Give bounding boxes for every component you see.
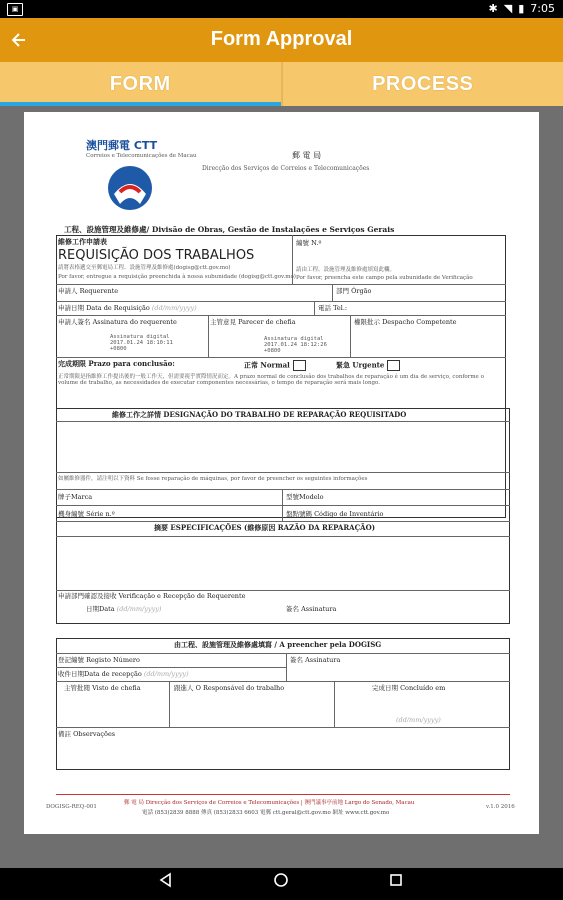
logo-subtitle: Correios e Telecomunicações de Macau bbox=[86, 153, 197, 159]
parecer-label: 主管意見 Parecer de chefia bbox=[210, 318, 296, 326]
modelo-label: 型號Modelo bbox=[286, 493, 324, 501]
form-sub2: Por favor, entregue a requisição preenchida à nossa subunidade (dogisg@ctt.gov.mo) bbox=[58, 274, 296, 280]
bureau-cn: 郵 電 局 bbox=[292, 151, 322, 160]
bureau-pt: Direcção dos Serviços de Correios e Telecomunicações bbox=[202, 165, 370, 172]
footer-line1: 郵 電 局 Direcção dos Serviços de Correios e Telecomunicações | 澳門議事亭前地 Largo do Senado, Macau bbox=[124, 800, 415, 806]
clock-text: 7:05 bbox=[530, 2, 555, 15]
back-nav-icon[interactable] bbox=[158, 872, 174, 894]
requester-label: 申請人 Requerente bbox=[58, 287, 119, 295]
form-title-cn: 維修工作申請表 bbox=[58, 237, 107, 246]
spec-title: 摘要 ESPECIFICAÇÕES (維修原因 RAZÃO DA REPARAÇÃO) bbox=[154, 523, 376, 532]
signature-1: Assinatura digital 2017.01.24 18:10:11 +0800 bbox=[110, 334, 173, 352]
inventario-label: 盤點號碼 Código de Inventário bbox=[286, 510, 384, 518]
status-icons bbox=[489, 2, 555, 15]
equip-note: 如屬維修器件，請注明以下資料 Se fosse reparação de máquinas, por favor de preencher os seguintes informações bbox=[58, 476, 368, 482]
footer-line2: 電話 (853)2839 8888 傳真 (853)2833 6603 電郵 ctt.geral@ctt.gov.mo 網址 www.ctt.gov.mo bbox=[142, 810, 390, 816]
form-title-pt: REQUISIÇÃO DOS TRABALHOS bbox=[58, 248, 255, 263]
page-title: Form Approval bbox=[210, 28, 353, 50]
recents-nav-icon[interactable] bbox=[388, 872, 404, 894]
battery-icon: ▮ bbox=[518, 2, 525, 15]
verif-signature: 簽名 Assinatura bbox=[286, 605, 337, 613]
normal-option[interactable]: 正常 Normal bbox=[244, 360, 306, 371]
wifi-icon: ◥ bbox=[503, 2, 513, 15]
date-req-label: 申請日期 Data de Requisição (dd/mm/yyyy) bbox=[58, 304, 197, 312]
normal-checkbox[interactable] bbox=[293, 360, 306, 371]
section1-title: 維修工作之詳情 DESIGNAÇÃO DO TRABALHO DE REPARAÇÃO REQUISITADO bbox=[112, 410, 407, 419]
registo-label: 登記編號 Registo Número bbox=[58, 656, 140, 664]
urgente-option[interactable]: 緊急 Urgente bbox=[336, 360, 400, 371]
number-note2: Por favor, preencha este campo pela subunidade de Verificação bbox=[296, 275, 473, 281]
number-note1: 請由工程、設施管理及維修處填寫此欄。 bbox=[296, 267, 396, 273]
ctt-logo-icon bbox=[106, 164, 154, 216]
concluido-date-placeholder: (dd/mm/yyyy) bbox=[396, 716, 441, 724]
tab-form[interactable]: FORM bbox=[0, 62, 281, 106]
form-sub1: 請將表格遞交至郵電局工程、設施管理及維修處(dogisg@ctt.gov.mo) bbox=[58, 265, 231, 271]
home-nav-icon[interactable] bbox=[273, 872, 289, 894]
tab-bar bbox=[0, 62, 563, 106]
sign-req-label: 申請人簽名 Assinatura do requerente bbox=[58, 318, 177, 326]
tab-process[interactable]: PROCESS bbox=[372, 73, 474, 95]
urgente-checkbox[interactable] bbox=[387, 360, 400, 371]
verif-label: 申請部門確認及接收 Verificação e Recepção de Requerente bbox=[58, 592, 246, 600]
bluetooth-icon: ✱ bbox=[488, 2, 498, 15]
division-title: 工程、設施管理及維修處/ Divisão de Obras, Gestão de Instalações e Serviços Gerais bbox=[64, 225, 395, 234]
marca-label: 牌子Marca bbox=[58, 493, 93, 501]
prazo-label: 完成期限 Prazo para conclusão: bbox=[58, 359, 175, 368]
sec2-assinatura: 簽名 Assinatura bbox=[290, 656, 341, 664]
visto-label: 主管批閱 Visto de chefia bbox=[64, 684, 141, 692]
responsavel-label: 跟進人 O Responsável do trabalho bbox=[174, 684, 285, 692]
notification-icon: ▣ bbox=[7, 3, 23, 16]
status-bar bbox=[0, 0, 563, 18]
prazo-note: 正常期限是指維修工作提出後的一般工作天，但需要視乎實際情況而定。A prazo normal de conclusão dos trabalhos de reparação é um dia de serviço, conforme o volume de trabalho, as necessidades de executar componentes necessárias, o tempo de reparação será mais longo. bbox=[58, 374, 484, 386]
signature-2: Assinatura digital 2017.01.24 18:12:26 +0800 bbox=[264, 336, 327, 354]
app-bar bbox=[0, 18, 563, 62]
navigation-bar bbox=[0, 868, 563, 900]
footer-right: v.1.0 2016 bbox=[486, 804, 515, 810]
serie-label: 機身編號 Série n.º bbox=[58, 510, 115, 518]
concluido-label: 完成日期 Concluído em bbox=[372, 684, 446, 692]
logo-text: 澳門郵電 CTT bbox=[86, 139, 158, 152]
tel-label: 電話 Tel.: bbox=[318, 304, 348, 312]
section2-title: 由工程、設施管理及維修處填寫 / A preencher pela DOGISG bbox=[174, 640, 382, 649]
form-document[interactable] bbox=[24, 112, 539, 834]
orgao-label: 部門 Órgão bbox=[336, 287, 372, 295]
despacho-label: 權限批示 Despacho Competente bbox=[354, 318, 457, 326]
recepcao-label: 收件日期Data de recepção (dd/mm/yyyy) bbox=[58, 670, 189, 678]
number-label: 編號 N.º bbox=[296, 239, 322, 247]
footer-left: DOGISG-REQ-001 bbox=[46, 804, 97, 810]
observacoes-label: 備註 Observações bbox=[58, 730, 116, 738]
verif-date: 日期Data (dd/mm/yyyy) bbox=[86, 605, 162, 613]
